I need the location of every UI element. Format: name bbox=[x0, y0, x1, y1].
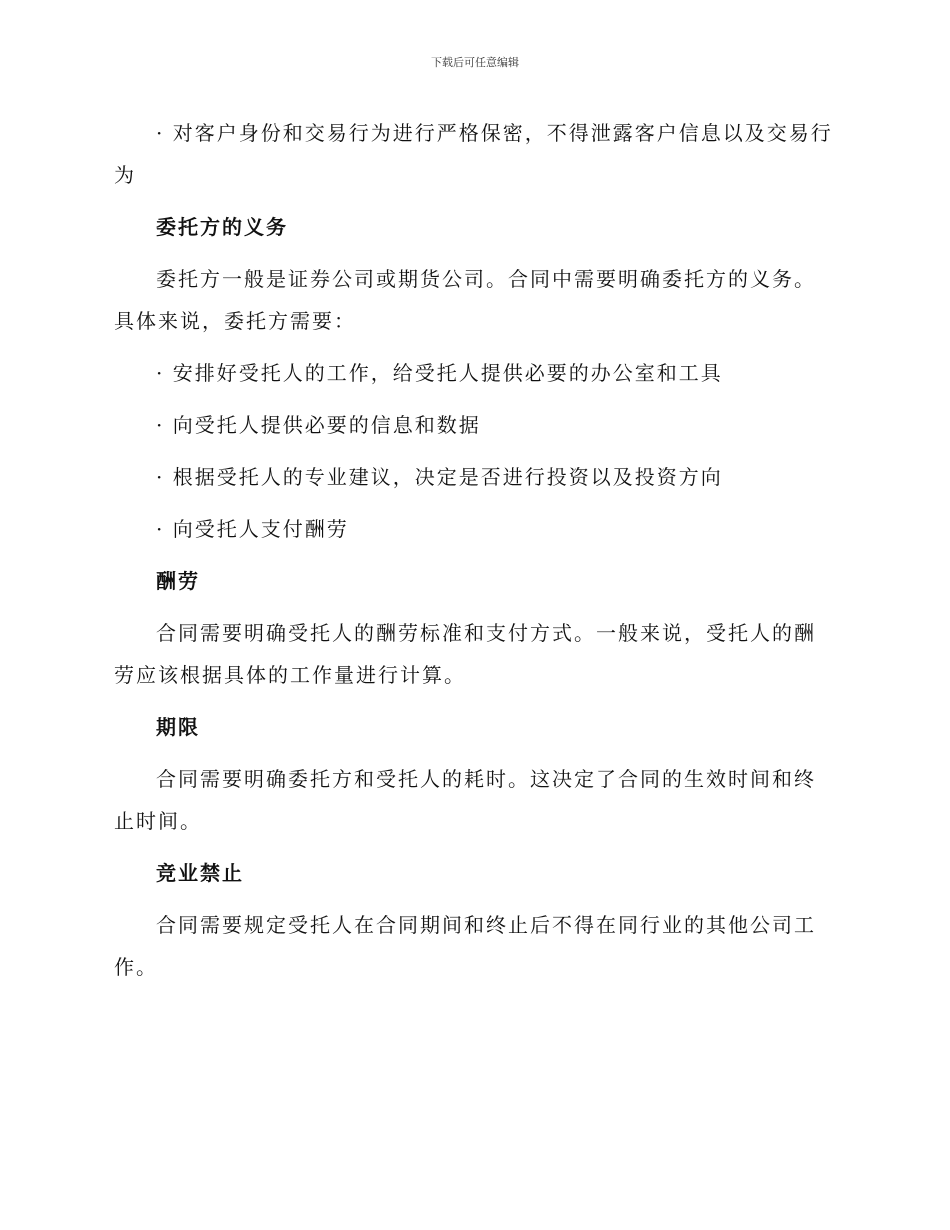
section-heading-non-compete: 竞业禁止 bbox=[156, 861, 244, 885]
paragraph-non-compete: 合同需要规定受托人在合同期间和终止后不得在同行业的其他公司工作。 bbox=[114, 913, 816, 979]
section-heading-client-duties: 委托方的义务 bbox=[156, 215, 288, 239]
paragraph-term: 合同需要明确委托方和受托人的耗时。这决定了合同的生效时间和终止时间。 bbox=[114, 767, 816, 833]
paragraph-remuneration: 合同需要明确受托人的酬劳标准和支付方式。一般来说，受托人的酬劳应该根据具体的工作量进行计算。 bbox=[114, 621, 816, 687]
section-heading-term: 期限 bbox=[156, 715, 200, 739]
page-header-note: 下载后可任意编辑 bbox=[431, 56, 519, 69]
section-heading-remuneration: 酬劳 bbox=[156, 569, 200, 593]
paragraph-client-duties: 委托方一般是证券公司或期货公司。合同中需要明确委托方的义务。具体来说，委托方需要： bbox=[114, 267, 816, 333]
bullet-pay-remuneration: · 向受托人支付酬劳 bbox=[156, 517, 349, 541]
bullet-decide-investment: · 根据受托人的专业建议，决定是否进行投资以及投资方向 bbox=[156, 465, 723, 489]
bullet-arrange-work: · 安排好受托人的工作，给受托人提供必要的办公室和工具 bbox=[156, 361, 723, 385]
bullet-confidentiality: · 对客户身份和交易行为进行严格保密，不得泄露客户信息以及交易行为 bbox=[114, 121, 833, 187]
bullet-provide-info: · 向受托人提供必要的信息和数据 bbox=[156, 413, 481, 437]
document-body bbox=[114, 112, 836, 998]
